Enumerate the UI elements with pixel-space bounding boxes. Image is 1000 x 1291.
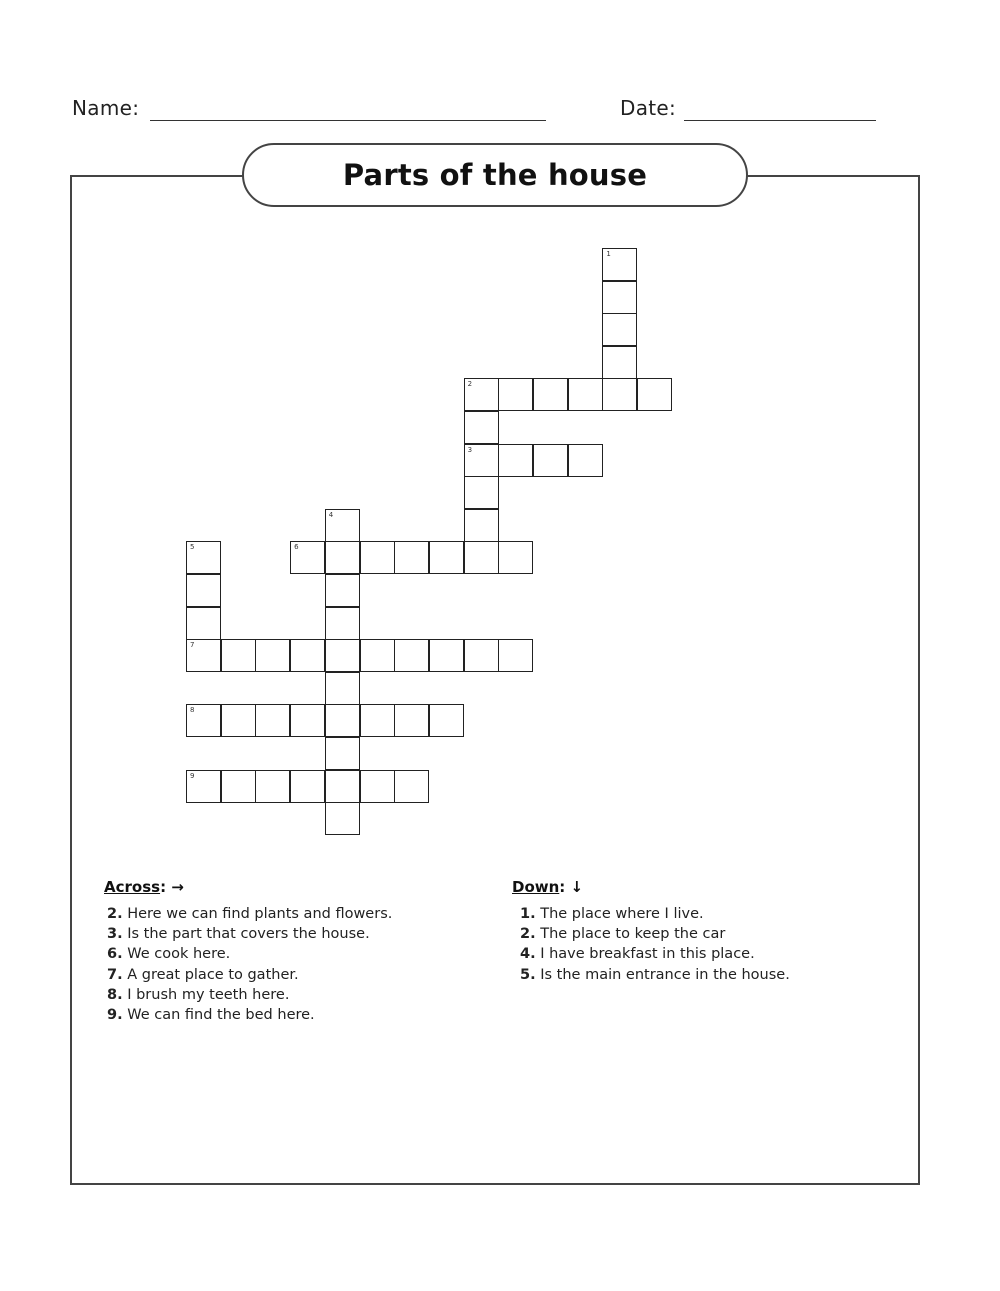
down-clue bbox=[520, 965, 900, 985]
crossword-cell[interactable] bbox=[186, 574, 221, 607]
crossword-cell[interactable] bbox=[221, 770, 256, 803]
clue-text: Here we can find plants and flowers. bbox=[127, 906, 393, 922]
clue-text: We can find the bed here. bbox=[127, 1007, 315, 1024]
crossword-cell[interactable] bbox=[186, 541, 221, 574]
crossword-cell[interactable] bbox=[325, 802, 360, 835]
across-clue bbox=[107, 924, 487, 944]
across-clue-list bbox=[107, 904, 487, 1025]
crossword-cell[interactable] bbox=[533, 378, 568, 411]
crossword-cell[interactable] bbox=[464, 509, 499, 542]
crossword-cell[interactable] bbox=[186, 770, 221, 803]
clue-number: 6. bbox=[107, 946, 123, 963]
crossword-cell[interactable] bbox=[637, 378, 672, 411]
crossword-cell[interactable] bbox=[568, 378, 603, 411]
crossword-cell[interactable] bbox=[464, 444, 499, 477]
cell-number: 4 bbox=[328, 510, 334, 519]
down-clue-list bbox=[520, 904, 900, 985]
clue-number: 3. bbox=[107, 926, 123, 943]
down-heading-label: Down bbox=[512, 878, 560, 896]
across-clue bbox=[107, 904, 487, 924]
across-heading: Across: → bbox=[104, 878, 184, 896]
across-clue bbox=[107, 944, 487, 964]
crossword-cell[interactable] bbox=[325, 509, 360, 542]
crossword-cell[interactable] bbox=[429, 541, 464, 574]
down-arrow-icon: ↓ bbox=[570, 878, 584, 896]
crossword-cell[interactable] bbox=[394, 639, 429, 672]
clue-text: The place where I live. bbox=[540, 906, 704, 922]
clue-text: Is the main entrance in the house. bbox=[540, 966, 790, 983]
clue-number: 1. bbox=[520, 906, 536, 922]
crossword-cell[interactable] bbox=[394, 541, 429, 574]
crossword-cell[interactable] bbox=[498, 541, 533, 574]
crossword-cell[interactable] bbox=[255, 704, 290, 737]
worksheet-frame bbox=[70, 175, 920, 1185]
cell-number: 7 bbox=[190, 641, 195, 650]
crossword-cell[interactable] bbox=[498, 378, 533, 411]
clue-number: 8. bbox=[107, 986, 123, 1003]
crossword-cell[interactable] bbox=[602, 281, 637, 314]
crossword-cell[interactable] bbox=[290, 704, 325, 737]
cell-number: 2 bbox=[467, 380, 473, 389]
crossword-cell[interactable] bbox=[325, 639, 360, 672]
crossword-cell[interactable] bbox=[290, 770, 325, 803]
crossword-cell[interactable] bbox=[394, 770, 429, 803]
across-clue bbox=[107, 1005, 487, 1025]
crossword-cell[interactable] bbox=[221, 704, 256, 737]
clue-number: 4. bbox=[520, 946, 536, 963]
name-label: Name: bbox=[72, 96, 140, 120]
crossword-cell[interactable] bbox=[325, 770, 360, 803]
crossword-cell[interactable] bbox=[325, 574, 360, 607]
crossword-cell[interactable] bbox=[498, 639, 533, 672]
crossword-cell[interactable] bbox=[360, 770, 395, 803]
date-label: Date: bbox=[620, 96, 677, 120]
across-heading-label: Across bbox=[104, 878, 161, 896]
across-clue bbox=[107, 985, 487, 1005]
down-clue bbox=[520, 904, 900, 924]
across-clue bbox=[107, 965, 487, 985]
crossword-cell[interactable] bbox=[290, 541, 325, 574]
clue-number: 5. bbox=[520, 966, 536, 983]
crossword-cell[interactable] bbox=[464, 378, 499, 411]
crossword-cell[interactable] bbox=[394, 704, 429, 737]
clue-number: 9. bbox=[107, 1007, 123, 1024]
crossword-cell[interactable] bbox=[602, 313, 637, 346]
crossword-cell[interactable] bbox=[186, 704, 221, 737]
clue-number: 7. bbox=[107, 966, 123, 983]
crossword-cell[interactable] bbox=[602, 378, 637, 411]
crossword-cell[interactable] bbox=[360, 541, 395, 574]
cell-number: 6 bbox=[294, 543, 299, 552]
crossword-cell[interactable] bbox=[325, 737, 360, 770]
down-clue bbox=[520, 944, 900, 964]
crossword-cell[interactable] bbox=[290, 639, 325, 672]
clue-text: I brush my teeth here. bbox=[127, 986, 290, 1003]
crossword-cell[interactable] bbox=[464, 476, 499, 509]
clue-text: We cook here. bbox=[127, 946, 231, 963]
crossword-cell[interactable] bbox=[221, 639, 256, 672]
name-field[interactable] bbox=[150, 120, 546, 121]
crossword-cell[interactable] bbox=[533, 444, 568, 477]
crossword-cell[interactable] bbox=[498, 444, 533, 477]
cell-number: 5 bbox=[190, 543, 195, 552]
crossword-cell[interactable] bbox=[255, 770, 290, 803]
crossword-cell[interactable] bbox=[325, 704, 360, 737]
crossword-cell[interactable] bbox=[186, 639, 221, 672]
crossword-cell[interactable] bbox=[255, 639, 290, 672]
crossword-cell[interactable] bbox=[464, 541, 499, 574]
crossword-cell[interactable] bbox=[186, 607, 221, 640]
crossword-cell[interactable] bbox=[429, 704, 464, 737]
cell-number: 9 bbox=[190, 771, 195, 780]
crossword-cell[interactable] bbox=[568, 444, 603, 477]
cell-number: 8 bbox=[190, 706, 195, 715]
date-field[interactable] bbox=[684, 120, 876, 121]
crossword-cell[interactable] bbox=[360, 639, 395, 672]
crossword-cell[interactable] bbox=[325, 541, 360, 574]
clue-text: A great place to gather. bbox=[127, 966, 299, 983]
clue-number: 2. bbox=[520, 926, 536, 943]
crossword-cell[interactable] bbox=[325, 672, 360, 705]
clue-text: Is the part that covers the house. bbox=[127, 926, 370, 943]
crossword-cell[interactable] bbox=[360, 704, 395, 737]
cell-number: 1 bbox=[606, 250, 611, 258]
clue-text: The place to keep the car bbox=[540, 926, 726, 943]
clue-number: 2. bbox=[107, 906, 123, 922]
crossword-cell[interactable] bbox=[464, 639, 499, 672]
clue-text: I have breakfast in this place. bbox=[540, 946, 755, 963]
down-heading: Down: ↓ bbox=[512, 878, 584, 896]
crossword-cell[interactable] bbox=[464, 411, 499, 444]
cell-number: 3 bbox=[467, 445, 473, 454]
right-arrow-icon: → bbox=[171, 878, 184, 896]
worksheet-title: Parts of the house bbox=[242, 143, 748, 207]
crossword-cell[interactable] bbox=[325, 607, 360, 640]
crossword-cell[interactable] bbox=[602, 248, 637, 281]
crossword-cell[interactable] bbox=[602, 346, 637, 379]
crossword-cell[interactable] bbox=[429, 639, 464, 672]
down-clue bbox=[520, 924, 900, 944]
